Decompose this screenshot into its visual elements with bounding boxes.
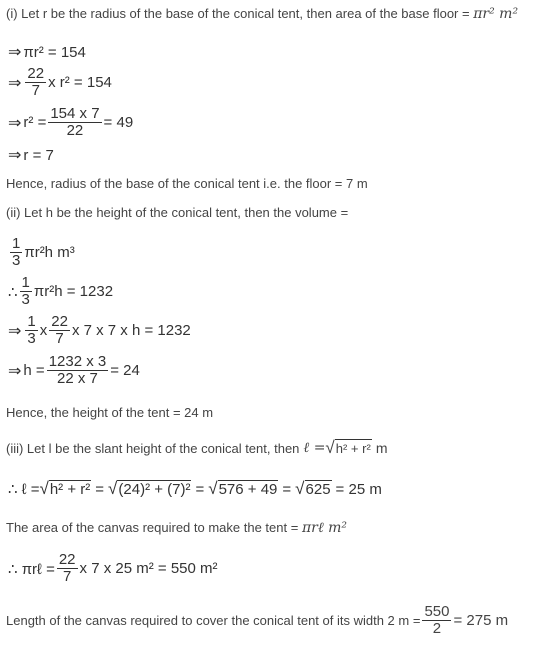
part2-eq2: ⇒ $\frac{1}{3}$ x $\frac{22}{7}$ x 7 x 7 x h = 1232 [8, 313, 191, 347]
part1-conclusion: Hence, radius of the base of the conical tent i.e. the floor = 7 m [6, 176, 368, 191]
part3-final: Length of the canvas required to cover the conical tent of its width 2 m = $\frac{550}{2}$ = 275 m [6, 603, 509, 637]
part2-eq1: ∴ $\frac{1}{3}$ πr²h = 1232 [8, 274, 114, 308]
square-root: √ 625 [295, 479, 331, 498]
part2-intro: (ii) Let h be the height of the conical tent, then the volume = [6, 205, 349, 220]
fraction: $\frac{22}{7}$ [51, 313, 68, 347]
radical-sign-icon: √ [295, 479, 305, 498]
radical-sign-icon: √ [208, 479, 218, 498]
fraction: $\frac{1}{3}$ [21, 274, 30, 308]
part2-conclusion: Hence, the height of the tent = 24 m [6, 405, 214, 420]
implies-arrow: ⇒ [8, 322, 22, 340]
radical-sign-icon: √ [108, 479, 118, 498]
radical-sign-icon: √ [325, 438, 335, 457]
part3-eq1: ∴ ℓ = √ h² + r² = √ (24)² + (7)² = √ 576 + 49 = √ 625 = 25 m [8, 479, 382, 498]
part1-eq2: ⇒ $\frac{22}{7}$ x r² = 154 [8, 65, 112, 99]
radical-sign-icon: √ [39, 479, 49, 498]
square-root: √ h² + r² [325, 438, 371, 457]
fraction: $\frac{154 x 7}{22}$ [50, 105, 100, 139]
fraction: $\frac{1}{3}$ [27, 313, 36, 347]
part2-volume-formula: $\frac{1}{3}$ πr²h m³ [12, 235, 75, 269]
part3-eq2: ∴ πrℓ = $\frac{22}{7}$ x 7 x 25 m² = 550 m² [8, 551, 218, 585]
implies-arrow: ⇒ [8, 74, 22, 92]
fraction: $\frac{22}{7}$ [27, 65, 45, 99]
implies-arrow: ⇒ [8, 362, 22, 380]
part1-eq1: ⇒ πr² = 154 [8, 43, 86, 61]
square-root: √ (24)² + (7)² [108, 479, 191, 498]
base-area-formula: πr² m² [473, 6, 519, 22]
fraction: $\frac{550}{2}$ [424, 603, 450, 637]
canvas-area-formula: πrℓ m² [301, 520, 347, 536]
square-root: √ h² + r² [39, 479, 91, 498]
square-root: √ 576 + 49 [208, 479, 278, 498]
implies-arrow: ⇒ [8, 114, 22, 132]
part2-eq3: ⇒ h = $\frac{1232 x 3}{22 x 7}$ = 24 [8, 353, 140, 387]
part1-eq3: ⇒ r² = $\frac{154 x 7}{22}$ = 49 [8, 105, 134, 139]
part3-area-text: The area of the canvas required to make the tent = πrℓ m² [6, 520, 347, 536]
part3-intro: (iii) Let l be the slant height of the conical tent, then ℓ = √ h² + r² m [6, 438, 388, 457]
fraction: $\frac{1}{3}$ [12, 235, 21, 269]
part1-eq4: ⇒ r = 7 [8, 146, 54, 164]
fraction: $\frac{22}{7}$ [58, 551, 76, 585]
implies-arrow: ⇒ [8, 147, 22, 164]
therefore-symbol: ∴ [8, 283, 18, 301]
fraction: $\frac{1232 x 3}{22 x 7}$ [48, 353, 107, 387]
implies-arrow: ⇒ [8, 44, 22, 61]
part1-intro: (i) Let r be the radius of the base of the conical tent, then area of the base floor = πr² m² [6, 6, 519, 22]
